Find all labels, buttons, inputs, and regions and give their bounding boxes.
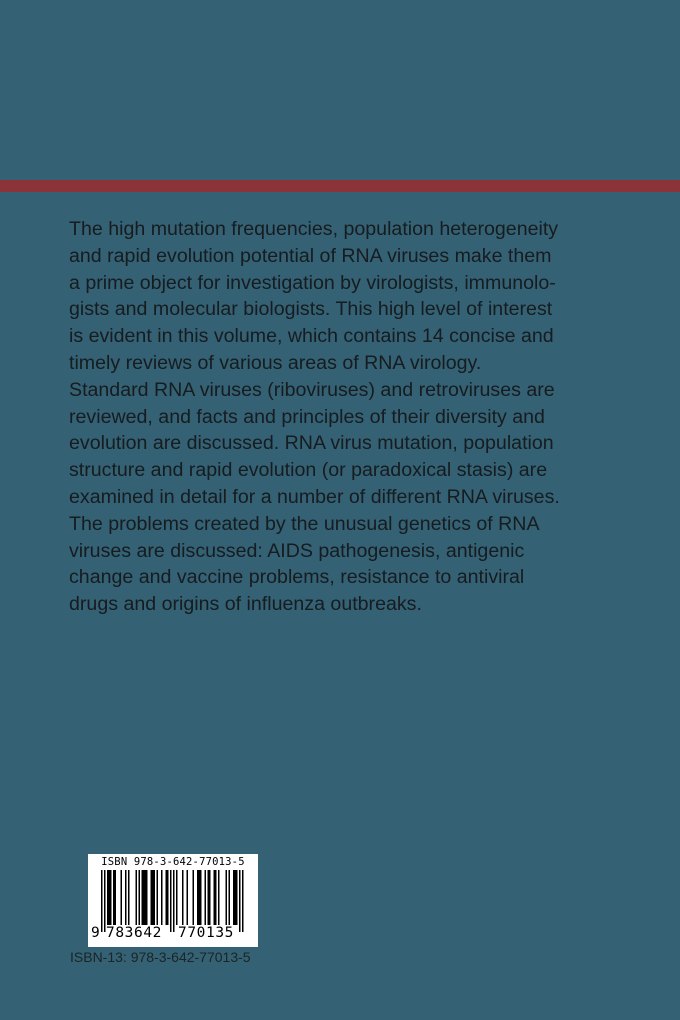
barcode-digit-first: 9 <box>91 925 100 941</box>
barcode-bar <box>182 870 184 925</box>
barcode-bar <box>142 870 144 925</box>
barcode-isbn-label: ISBN 978-3-642-77013-5 <box>101 856 245 868</box>
barcode-bar <box>107 870 109 925</box>
blurb-line: change and vaccine problems, resistance to antiviral <box>69 566 525 589</box>
barcode-bar <box>200 870 202 925</box>
blurb-line: evolution are discussed. RNA virus mutation, population <box>69 432 554 455</box>
barcode <box>88 854 258 947</box>
barcode-bar <box>242 870 244 932</box>
barcode-bar <box>143 870 145 925</box>
barcode-bar <box>226 870 228 925</box>
barcode-bar <box>239 870 241 932</box>
isbn13-label: ISBN-13: 978-3-642-77013-5 <box>70 949 251 965</box>
blurb-line: viruses are discussed: AIDS pathogenesis, antigenic <box>69 539 525 562</box>
barcode-bar <box>101 870 103 932</box>
blurb-line: structure and rapid evolution (or paradoxical stasis) are <box>69 459 548 482</box>
blurb-line: drugs and origins of influenza outbreaks. <box>69 593 422 616</box>
barcode-bar <box>214 870 216 925</box>
barcode-bar <box>115 870 117 925</box>
barcode-bars <box>88 870 258 932</box>
barcode-bar <box>128 870 130 925</box>
barcode-bar <box>176 870 178 925</box>
barcode-bar <box>145 870 147 925</box>
barcode-bar <box>173 870 175 932</box>
barcode-bar <box>208 870 210 925</box>
blurb-line: reviewed, and facts and principles of their diversity and <box>69 405 545 428</box>
barcode-bar <box>236 870 238 925</box>
blurb-line: and rapid evolution potential of RNA viruses make them <box>69 244 552 267</box>
barcode-bar <box>104 870 106 932</box>
red-band <box>0 180 680 192</box>
barcode-bar <box>170 870 172 932</box>
barcode-bar <box>166 870 168 925</box>
barcode-digits-left: 783642 <box>106 925 162 941</box>
barcode-bar <box>157 870 159 925</box>
blurb-line: The problems created by the unusual genetics of RNA <box>69 512 540 535</box>
barcode-bar <box>152 870 154 925</box>
barcode-bar <box>109 870 111 925</box>
barcode-bar <box>193 870 195 925</box>
barcode-bar <box>136 870 138 925</box>
barcode-bar <box>229 870 231 925</box>
barcode-bar <box>235 870 237 925</box>
blurb-line: is evident in this volume, which contains 14 concise and <box>69 325 554 348</box>
barcode-bar <box>151 870 153 925</box>
barcode-bar <box>125 870 127 925</box>
barcode-bar <box>233 870 235 925</box>
blurb-line: examined in detail for a number of different RNA viruses. <box>69 485 560 508</box>
barcode-bar <box>209 870 211 925</box>
barcode-bar <box>167 870 169 925</box>
barcode-bar <box>110 870 112 925</box>
barcode-bar <box>113 870 115 925</box>
barcode-bar <box>215 870 217 925</box>
barcode-bar <box>218 870 220 925</box>
barcode-bar <box>187 870 189 925</box>
barcode-bar <box>205 870 207 925</box>
barcode-bar <box>139 870 141 925</box>
barcode-digits-right: 770135 <box>178 925 234 941</box>
back-cover-blurb <box>69 216 641 618</box>
barcode-bar <box>197 870 199 925</box>
barcode-bar <box>154 870 156 925</box>
blurb-line: timely reviews of various areas of RNA virology. <box>69 351 482 374</box>
blurb-line: a prime object for investigation by virologists, immunolo- <box>69 271 556 294</box>
barcode-bar <box>161 870 163 925</box>
blurb-line: Standard RNA viruses (riboviruses) and retroviruses are <box>69 378 555 401</box>
barcode-bar <box>121 870 123 925</box>
barcode-bar <box>199 870 201 925</box>
blurb-line: The high mutation frequencies, population heterogeneity <box>69 218 559 240</box>
barcode-bar <box>146 870 148 925</box>
blurb-line: gists and molecular biologists. This high level of interest <box>69 298 553 321</box>
